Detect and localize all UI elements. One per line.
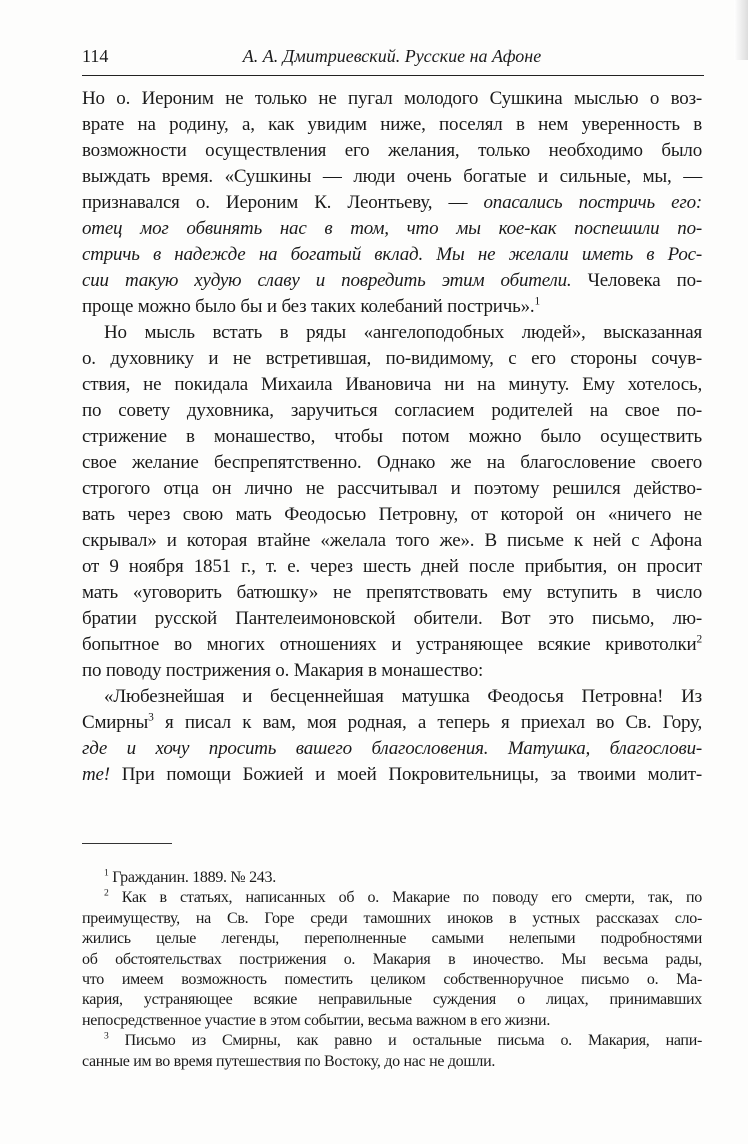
text-run: мать «уговорить батюшку» не препятствовать ему вступить в число <box>82 582 702 603</box>
page-number: 114 <box>82 46 109 66</box>
text-run: вать через свою мать Феодосью Петровну, от которой он «ничего не <box>82 504 702 525</box>
text-line <box>82 294 702 320</box>
text-run: строгого отца он лично не рассчитывал и поэтому решился действо- <box>82 478 702 499</box>
text-line <box>82 632 702 658</box>
text-run: скрывал» и которая втайне «желала того же». В письме к ней с Афона <box>82 530 702 551</box>
text-run: об обстоятельствах пострижения о. Макария в иночество. Мы весьма рады, <box>82 950 702 968</box>
italic-text: опасались постричь его: <box>483 192 702 213</box>
text-run: стрижение в монашество, чтобы потом можно было осуществить <box>82 426 702 447</box>
footnote-ref: 3 <box>104 1030 109 1042</box>
footnote-line <box>82 868 702 888</box>
text-run: врате на родину, а, как увидим ниже, поселял в нем уверенность в <box>82 114 702 135</box>
footnote-line <box>82 1031 702 1051</box>
text-run: выждать время. «Сушкины — люди очень богатые и сильные, мы, — <box>82 166 702 187</box>
text-line <box>82 528 702 554</box>
scan-edge <box>734 0 748 60</box>
text-run: ствия, не покидала Михаила Ивановича ни на минуту. Ему хотелось, <box>82 374 702 395</box>
footnote-line <box>82 990 702 1010</box>
text-line <box>82 320 702 346</box>
italic-text: отец мог обвинять нас в том, что мы кое-как поспешили по- <box>82 218 702 239</box>
text-run: жились целые легенды, переполненные самыми нелепыми подробностями <box>82 930 702 948</box>
text-line <box>82 268 702 294</box>
text-line <box>82 502 702 528</box>
text-line <box>82 580 702 606</box>
text-run: проще можно было бы и без таких колебаний постричь». <box>82 296 535 317</box>
text-run: Человека по- <box>571 270 702 291</box>
text-run: что имеем возможность поместить целиком собственноручное письмо о. Ма- <box>82 970 702 988</box>
text-line <box>82 398 702 424</box>
text-line <box>82 450 702 476</box>
footnote-separator <box>82 843 172 844</box>
text-run: по совету духовника, заручиться согласием родителей на свое по- <box>82 400 702 421</box>
header-rule <box>82 75 704 76</box>
text-run: непосредственное участие в этом событии, весьма важном в его жизни. <box>82 1011 551 1029</box>
text-line <box>82 242 702 268</box>
text-run: братии русской Пантелеимоновской обители. Вот это письмо, лю- <box>82 608 702 629</box>
footnote-line <box>82 1011 702 1031</box>
text-line <box>82 554 702 580</box>
footnote-ref: 1 <box>534 295 540 308</box>
text-run: по поводу пострижения о. Макария в монашество: <box>82 660 484 681</box>
footnote-line <box>82 1052 702 1072</box>
footnote-ref: 3 <box>148 711 154 724</box>
text-run: о. духовнику и не встретившая, по-видимому, с его стороны сочув- <box>82 348 702 369</box>
text-line <box>82 112 702 138</box>
text-run: При помощи Божией и моей Покровительницы, за твоими молит- <box>109 764 702 785</box>
text-run: преимуществу, на Св. Горе среди тамошних иноков в устных рассказах сло- <box>82 909 702 927</box>
footnotes <box>82 868 702 1072</box>
text-line <box>82 86 702 112</box>
text-line <box>82 476 702 502</box>
text-run: бопытное во многих отношениях и устраняющее всякие кривотолки <box>82 634 697 655</box>
text-run: Но мысль встать в ряды «ангелоподобных людей», высказанная <box>104 322 702 343</box>
footnote-line <box>82 970 702 990</box>
text-line <box>82 424 702 450</box>
text-run: от 9 ноября 1851 г., т. е. через шесть дней после прибытия, он просит <box>82 556 702 577</box>
footnote-ref: 2 <box>104 888 109 900</box>
text-line <box>82 164 702 190</box>
text-line <box>82 658 702 684</box>
text-run: санные им во время путешествия по Востоку, до нас не дошли. <box>82 1052 496 1070</box>
text-line <box>82 710 702 736</box>
footnote-line <box>82 929 702 949</box>
running-header <box>82 46 702 70</box>
footnote-line <box>82 950 702 970</box>
italic-text: где и хочу просить вашего благословения. Матушка, благослови- <box>82 738 702 759</box>
text-run: Гражданин. 1889. № 243. <box>108 869 276 886</box>
text-line <box>82 762 702 788</box>
text-run: Письмо из Смирны, как равно и остальные письма о. Макария, напи- <box>108 1032 702 1050</box>
footnote-line <box>82 888 702 908</box>
text-run: признавался о. Иероним К. Леонтьеву, — <box>82 192 484 213</box>
text-run: Смирны <box>82 712 149 733</box>
italic-text: стричь в надежде на богатый вклад. Мы не желали иметь в Рос- <box>82 244 702 265</box>
text-line <box>82 606 702 632</box>
text-line <box>82 190 702 216</box>
footnote-ref: 1 <box>104 867 109 879</box>
text-line <box>82 138 702 164</box>
running-title: А. А. Дмитриевский. Русские на Афоне <box>242 46 542 66</box>
italic-text: те! <box>82 764 110 785</box>
text-run: кария, устраняющее всякие неправильные суждения о лицах, принимавших <box>82 991 702 1009</box>
text-line <box>82 346 702 372</box>
text-line <box>82 216 702 242</box>
text-run: Как в статьях, написанных об о. Макарие по поводу его смерти, так, по <box>108 889 702 907</box>
footnote-line <box>82 909 702 929</box>
main-text <box>82 86 702 788</box>
text-line <box>82 684 702 710</box>
text-run: свое желание беспрепятственно. Однако же на благословение своего <box>82 452 702 473</box>
italic-text: сии такую худую славу и повредить этим обители. <box>82 270 572 291</box>
footnote-ref: 2 <box>696 633 702 646</box>
text-run: возможности осуществления его желания, только необходимо было <box>82 140 702 161</box>
text-line <box>82 736 702 762</box>
text-run: я писал к вам, моя родная, а теперь я приехал во Св. Гору, <box>153 712 702 733</box>
text-run: Но о. Иероним не только не пугал молодого Сушкина мыслью о воз- <box>82 88 702 109</box>
text-run: «Любезнейшая и бесценнейшая матушка Феодосья Петровна! Из <box>104 686 702 707</box>
text-line <box>82 372 702 398</box>
